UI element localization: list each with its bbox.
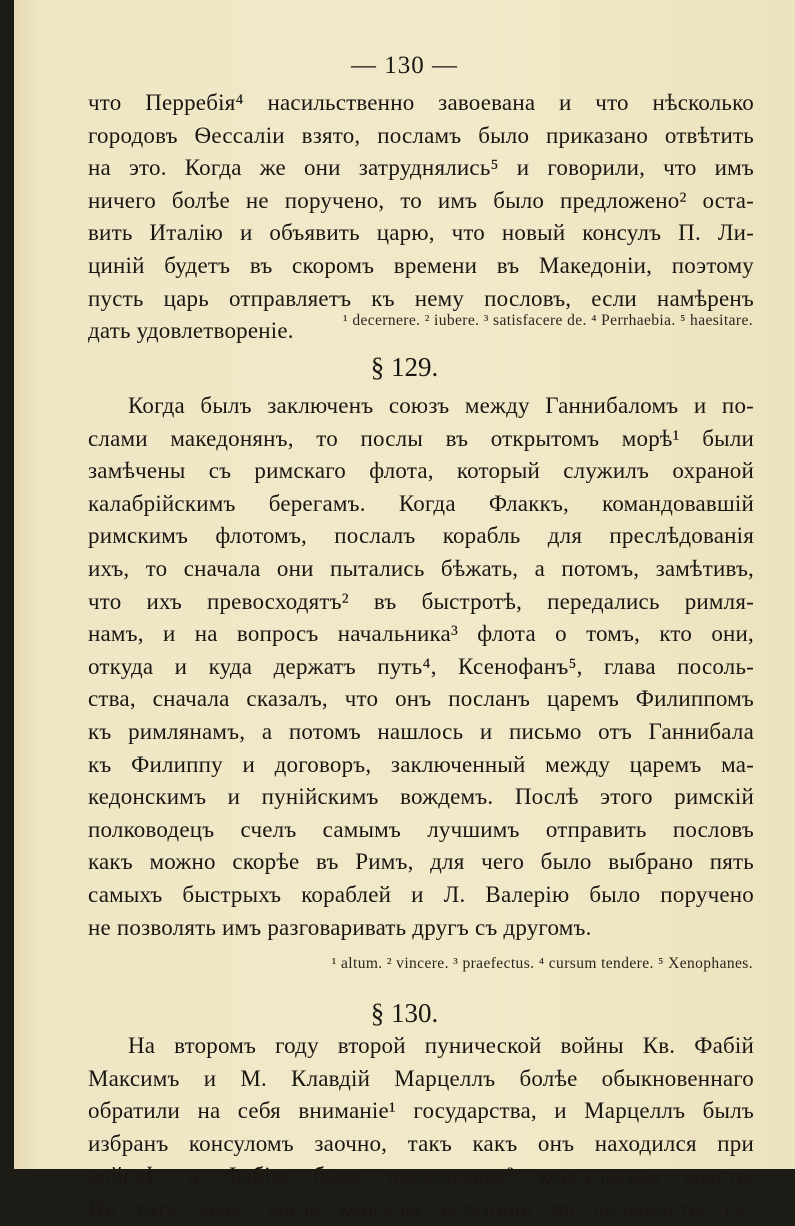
- text-line: какъ можно скорѣе въ Римъ, для чего было выбрано пять: [88, 849, 754, 875]
- page-number: — 130 —: [351, 52, 458, 79]
- section-heading: § 130.: [370, 998, 439, 1028]
- text-line: слами македонянъ, то послы въ открытомъ морѣ¹ были: [88, 425, 754, 451]
- text-line: дать удовлетвореніе.: [88, 318, 294, 344]
- text-line: не позволять имъ разговаривать другъ съ другомъ.: [88, 914, 592, 940]
- text-line: обратили на себя вниманіе¹ государства, и Марцеллъ былъ: [88, 1098, 754, 1124]
- paragraph-130: [88, 1030, 754, 1226]
- text-line: ства, сначала сказалъ, что онъ посланъ царемъ Филиппомъ: [88, 686, 754, 712]
- text-line: вить Италію и объявить царю, что новый консулъ П. Ли-: [88, 220, 754, 246]
- text-line: римскимъ флотомъ, послалъ корабль для преслѣдованія: [88, 523, 754, 549]
- text-line: Когда былъ заключенъ союзъ между Ганнибаломъ и по-: [128, 393, 754, 418]
- section-heading: § 129.: [370, 352, 439, 382]
- footnotes: ¹ altum. ² vincere. ³ praefectus. ⁴ cursum tendere. ⁵ Xenophanes.: [331, 955, 753, 972]
- text-line: къ римлянамъ, а потомъ нашлось и письмо отъ Ганнибала: [88, 718, 754, 744]
- text-line: самыхъ быстрыхъ кораблей и Л. Валерію было поручено: [88, 881, 754, 907]
- text-line: на это. Когда же они затруднялись⁵ и говорили, что имъ: [88, 155, 754, 181]
- text-line: замѣчены съ римскаго флота, который служилъ охраной: [88, 458, 754, 484]
- paragraph-129: [88, 390, 754, 944]
- book-page: [14, 0, 795, 1221]
- text-line: войскѣ, а Фабію была продолжена² консульская власть.: [88, 1163, 754, 1189]
- text-line: ничего болѣе не поручено, то имъ было предложено² оста-: [88, 187, 754, 213]
- footnotes: ¹ decernere. ² iubere. ³ satisfacere de. ⁴ Perrhaebia. ⁵ haesitare.: [343, 312, 753, 329]
- text-line: что ихъ превосходятъ² въ быстротѣ, передались римля-: [88, 588, 754, 614]
- text-line: намъ, и на вопросъ начальника³ флота о томъ, кто они,: [88, 621, 754, 647]
- paragraph-continued: [88, 87, 754, 348]
- text-line: городовъ Ѳессаліи взято, посламъ было приказано отвѣтить: [88, 122, 754, 148]
- text-line: пусть царь отправляетъ къ нему пословъ, если намѣренъ: [88, 285, 754, 311]
- text-line: циній будетъ въ скоромъ времени въ Македоніи, поэтому: [88, 252, 754, 278]
- text-line: Въ тотъ день, когда консулы вступили въ должность, се-: [88, 1195, 754, 1221]
- text-line: кедонскимъ и пунійскимъ вождемъ. Послѣ этого римскій: [88, 784, 754, 810]
- text-line: Максимъ и М. Клавдій Марцеллъ болѣе обыкновеннаго: [88, 1065, 754, 1091]
- text-line: что Перребія⁴ насильственно завоевана и что нѣсколько: [88, 90, 754, 115]
- text-line: полководецъ счелъ самымъ лучшимъ отправить пословъ: [88, 816, 754, 842]
- text-line: На второмъ году второй пунической войны Кв. Фабій: [128, 1033, 754, 1058]
- text-line: къ Филиппу и договоръ, заключенный между царемъ ма-: [88, 751, 754, 777]
- text-line: откуда и куда держатъ путь⁴, Ксенофанъ⁵, глава посоль-: [88, 653, 754, 679]
- text-line: избранъ консуломъ заочно, такъ какъ онъ находился при: [88, 1130, 754, 1156]
- text-line: ихъ, то сначала они пытались бѣжать, а потомъ, замѣтивъ,: [88, 555, 754, 581]
- text-line: калабрійскимъ берегамъ. Когда Флаккъ, командовавшій: [88, 490, 754, 516]
